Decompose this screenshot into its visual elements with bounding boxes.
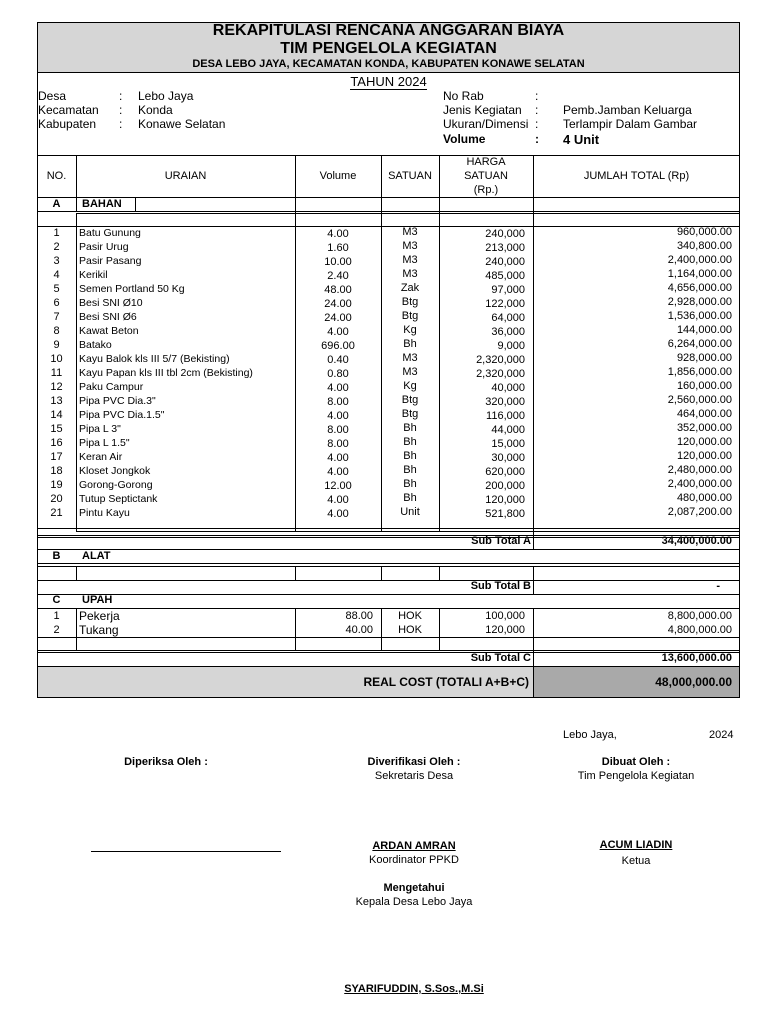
- row-name: Pintu Kayu: [79, 507, 130, 519]
- row-name: Tukang: [79, 623, 119, 637]
- grid-line: [533, 566, 534, 580]
- row-name: Besi SNI Ø10: [79, 297, 143, 309]
- row-unit: Bh: [403, 450, 417, 462]
- row-volume: 4.00: [327, 494, 349, 506]
- row-name: Tutup Septictank: [79, 493, 158, 505]
- row-name: Pipa L 3": [79, 423, 121, 435]
- signature-line: [91, 851, 281, 852]
- grid-line: [37, 637, 740, 638]
- info-left-sep: :: [119, 103, 123, 117]
- row-price: 213,000: [485, 242, 525, 254]
- grid-line: [37, 608, 740, 609]
- row-price: 120,000: [485, 494, 525, 506]
- made-by-role: Tim Pengelola Kegiatan: [577, 770, 695, 782]
- info-right-sep: :: [535, 117, 539, 131]
- section-name: UPAH: [82, 594, 113, 606]
- verified-by-label: Diverifikasi Oleh :: [367, 756, 461, 768]
- header-satuan: SATUAN: [388, 170, 432, 182]
- row-volume: 4.00: [327, 228, 349, 240]
- header-jumlah: JUMLAH TOTAL (Rp): [583, 170, 690, 182]
- row-no: 1: [53, 610, 60, 622]
- row-price: 122,000: [485, 298, 525, 310]
- row-price: 64,000: [491, 312, 525, 324]
- row-no: 9: [53, 339, 60, 351]
- row-total: 2,087,200.00: [667, 506, 732, 518]
- row-price: 15,000: [491, 438, 525, 450]
- row-unit: HOK: [398, 610, 422, 622]
- row-no: 14: [50, 409, 63, 421]
- section-code: A: [52, 198, 61, 210]
- subtotal-a-label: Sub Total A: [471, 535, 531, 547]
- row-no: 21: [50, 507, 63, 519]
- row-name: Pasir Pasang: [79, 255, 142, 267]
- row-volume: 0.80: [327, 368, 349, 380]
- grid-line: [439, 566, 440, 580]
- row-total: 2,560,000.00: [667, 394, 732, 406]
- row-name: Gorong-Gorong: [79, 479, 153, 491]
- row-unit: Bh: [403, 464, 417, 476]
- maker-name: ACUM LIADIN: [599, 839, 673, 851]
- row-total: 6,264,000.00: [667, 338, 732, 350]
- row-volume: 2.40: [327, 270, 349, 282]
- row-volume: 4.00: [327, 452, 349, 464]
- maker-title: Ketua: [621, 855, 651, 867]
- row-no: 15: [50, 423, 63, 435]
- info-left-label: Kabupaten: [38, 117, 97, 131]
- row-no: 1: [53, 227, 60, 239]
- row-price: 120,000: [485, 624, 525, 636]
- row-unit: Kg: [403, 380, 417, 392]
- section-name: ALAT: [82, 550, 111, 562]
- row-name: Pasir Urug: [79, 241, 129, 253]
- grid-line: [533, 213, 534, 226]
- row-unit: Btg: [401, 408, 419, 420]
- checked-by-label: Diperiksa Oleh :: [124, 756, 208, 768]
- info-left-label: Desa: [38, 89, 67, 103]
- acknowledged-role: Kepala Desa Lebo Jaya: [355, 896, 473, 908]
- row-no: 6: [53, 297, 60, 309]
- row-name: Kloset Jongkok: [79, 465, 151, 477]
- grid-line: [37, 650, 740, 651]
- doc-title: REKAPITULASI RENCANA ANGGARAN BIAYA: [212, 22, 565, 39]
- made-by-label: Dibuat Oleh :: [601, 756, 671, 768]
- row-no: 11: [50, 367, 63, 379]
- sign-year: 2024: [709, 729, 734, 741]
- row-name: Kayu Balok kls III 5/7 (Bekisting): [79, 353, 230, 365]
- row-price: 116,000: [486, 410, 525, 422]
- row-price: 240,000: [485, 256, 525, 268]
- row-no: 19: [50, 479, 63, 491]
- grid-line: [37, 197, 740, 198]
- row-name: Pipa PVC Dia.3": [79, 395, 156, 407]
- row-price: 40,000: [491, 382, 525, 394]
- row-name: Keran Air: [79, 451, 123, 463]
- row-name: Batako: [79, 339, 112, 351]
- row-no: 18: [50, 465, 63, 477]
- grid-line: [76, 608, 77, 650]
- row-price: 2,320,000: [476, 368, 525, 380]
- row-name: Pipa L 1.5": [79, 437, 130, 449]
- row-no: 20: [50, 493, 63, 505]
- verifier-title: Koordinator PPKD: [369, 854, 459, 866]
- info-right-label: Jenis Kegiatan: [443, 103, 522, 117]
- row-name: Kawat Beton: [79, 325, 139, 337]
- sign-place: Lebo Jaya,: [563, 729, 617, 741]
- grid-line: [135, 197, 136, 211]
- row-volume: 1.60: [327, 242, 349, 254]
- subtotal-a-value: 34,400,000.00: [661, 535, 732, 547]
- row-name: Batu Gunung: [79, 227, 141, 239]
- row-total: 160,000.00: [676, 380, 732, 392]
- row-name: Paku Campur: [79, 381, 144, 393]
- header-volume: Volume: [319, 170, 357, 182]
- row-name: Kerikil: [79, 269, 108, 281]
- info-right-label: Volume: [443, 132, 486, 146]
- row-unit: Btg: [401, 310, 419, 322]
- head-name: SYARIFUDDIN, S.Sos.,M.Si: [344, 983, 484, 995]
- row-total: 960,000.00: [676, 226, 732, 238]
- row-volume: 48.00: [324, 284, 352, 296]
- grid-line: [37, 549, 740, 550]
- row-unit: Zak: [400, 282, 420, 294]
- header-harga: HARGA: [466, 156, 506, 168]
- row-volume: 8.00: [327, 438, 349, 450]
- row-unit: M3: [402, 254, 418, 266]
- real-cost-value: 48,000,000.00: [655, 675, 732, 689]
- row-name: Besi SNI Ø6: [79, 311, 137, 323]
- row-no: 5: [53, 283, 60, 295]
- subtotal-c-value: 13,600,000.00: [661, 652, 732, 664]
- doc-location: DESA LEBO JAYA, KECAMATAN KONDA, KABUPATEN KONAWE SELATAN: [192, 58, 585, 70]
- row-price: 240,000: [485, 228, 525, 240]
- row-name: Kayu Papan kls III tbl 2cm (Bekisting): [79, 367, 253, 379]
- grid-line: [76, 197, 77, 211]
- grid-line: [381, 566, 382, 580]
- doc-subtitle: TIM PENGELOLA KEGIATAN: [280, 40, 497, 57]
- row-unit: M3: [402, 240, 418, 252]
- row-name: Semen Portland 50 Kg: [79, 283, 185, 295]
- row-total: 2,400,000.00: [667, 254, 732, 266]
- row-no: 7: [53, 311, 60, 323]
- grid-line: [295, 197, 296, 213]
- row-price: 44,000: [491, 424, 525, 436]
- row-unit: M3: [402, 352, 418, 364]
- row-total: 4,800,000.00: [667, 624, 732, 636]
- grid-line: [76, 213, 77, 226]
- grid-line: [295, 213, 296, 226]
- row-no: 4: [53, 269, 60, 281]
- grid-line: [439, 213, 440, 226]
- row-volume: 0.40: [327, 354, 349, 366]
- grid-line: [37, 566, 740, 567]
- year-text: TAHUN 2024: [350, 74, 427, 89]
- row-price: 2,320,000: [476, 354, 525, 366]
- row-volume: 4.00: [327, 508, 349, 520]
- row-total: 340,800.00: [676, 240, 732, 252]
- grid-line: [37, 155, 740, 156]
- verified-by-role: Sekretaris Desa: [374, 770, 454, 782]
- row-name: Pekerja: [79, 609, 120, 623]
- row-price: 320,000: [485, 396, 525, 408]
- row-price: 30,000: [491, 452, 525, 464]
- info-right-value: Pemb.Jamban Keluarga: [563, 103, 692, 117]
- row-unit: Bh: [403, 492, 417, 504]
- header-harga: SATUAN: [464, 170, 508, 182]
- row-unit: Btg: [401, 394, 419, 406]
- row-no: 2: [53, 241, 60, 253]
- row-price: 485,000: [485, 270, 525, 282]
- real-cost-label: REAL COST (TOTALI A+B+C): [363, 675, 529, 689]
- row-volume: 8.00: [327, 424, 349, 436]
- row-price: 97,000: [491, 284, 525, 296]
- info-right-value: 4 Unit: [563, 132, 600, 147]
- row-no: 2: [53, 624, 60, 636]
- row-no: 3: [53, 255, 60, 267]
- info-right-sep: :: [535, 103, 539, 117]
- row-volume: 696.00: [321, 340, 355, 352]
- row-unit: Btg: [401, 296, 419, 308]
- row-volume: 8.00: [327, 396, 349, 408]
- section-code: C: [52, 594, 61, 606]
- row-total: 120,000.00: [676, 436, 732, 448]
- row-total: 928,000.00: [676, 352, 732, 364]
- row-volume: 10.00: [324, 256, 352, 268]
- grid-line: [76, 213, 740, 214]
- row-price: 521,800: [485, 508, 525, 520]
- row-unit: Bh: [403, 422, 417, 434]
- row-price: 200,000: [485, 480, 525, 492]
- row-volume: 88.00: [345, 610, 373, 622]
- grid-line: [533, 197, 534, 213]
- header-harga: (Rp.): [473, 184, 499, 196]
- subtotal-b-label: Sub Total B: [470, 580, 531, 592]
- row-unit: HOK: [398, 624, 422, 636]
- info-right-label: No Rab: [443, 89, 484, 103]
- row-total: 2,928,000.00: [667, 296, 732, 308]
- verifier-name: ARDAN AMRAN: [372, 840, 456, 852]
- grid-line: [295, 566, 296, 580]
- row-unit: Unit: [400, 506, 420, 518]
- row-total: 8,800,000.00: [667, 610, 732, 622]
- section-name: BAHAN: [82, 198, 122, 210]
- grid-line: [37, 211, 740, 212]
- row-unit: Kg: [403, 324, 417, 336]
- info-left-value: Konawe Selatan: [138, 117, 226, 131]
- info-left-sep: :: [119, 89, 123, 103]
- row-unit: M3: [402, 366, 418, 378]
- subtotal-c-label: Sub Total C: [470, 652, 531, 664]
- row-no: 13: [50, 395, 63, 407]
- header-uraian: URAIAN: [164, 170, 207, 182]
- row-volume: 24.00: [324, 312, 352, 324]
- info-right-value: Terlampir Dalam Gambar: [563, 117, 698, 131]
- row-volume: 40.00: [345, 624, 373, 636]
- grid-line: [381, 213, 382, 226]
- row-total: 464,000.00: [676, 408, 732, 420]
- info-right-sep: :: [535, 89, 539, 103]
- row-unit: M3: [402, 268, 418, 280]
- grid-line: [76, 226, 77, 531]
- grid-line: [439, 197, 440, 213]
- row-price: 100,000: [485, 610, 525, 622]
- row-total: 4,656,000.00: [667, 282, 732, 294]
- row-unit: Bh: [403, 338, 417, 350]
- row-total: 1,536,000.00: [667, 310, 732, 322]
- row-total: 2,400,000.00: [667, 478, 732, 490]
- row-total: 120,000.00: [676, 450, 732, 462]
- row-total: 1,164,000.00: [667, 268, 732, 280]
- row-name: Pipa PVC Dia.1.5": [79, 409, 165, 421]
- info-right-sep: :: [535, 132, 539, 146]
- grid-line: [37, 528, 740, 529]
- info-left-sep: :: [119, 117, 123, 131]
- row-no: 12: [50, 381, 63, 393]
- row-price: 620,000: [485, 466, 525, 478]
- row-price: 9,000: [497, 340, 525, 352]
- info-left-value: Lebo Jaya: [138, 89, 194, 103]
- grid-line: [381, 197, 382, 213]
- row-volume: 24.00: [324, 298, 352, 310]
- grid-line: [76, 531, 740, 532]
- row-unit: Bh: [403, 436, 417, 448]
- row-price: 36,000: [491, 326, 525, 338]
- row-unit: M3: [402, 226, 418, 238]
- grid-line: [37, 594, 740, 595]
- row-no: 17: [50, 451, 63, 463]
- row-volume: 4.00: [327, 382, 349, 394]
- subtotal-b-value: -: [716, 580, 720, 592]
- row-volume: 12.00: [324, 480, 352, 492]
- row-total: 1,856,000.00: [667, 366, 732, 378]
- acknowledged-label: Mengetahui: [383, 882, 445, 894]
- row-total: 2,480,000.00: [667, 464, 732, 476]
- row-volume: 4.00: [327, 410, 349, 422]
- info-right-label: Ukuran/Dimensi: [443, 117, 529, 131]
- grid-line: [37, 563, 740, 564]
- row-no: 8: [53, 325, 60, 337]
- row-no: 10: [50, 353, 63, 365]
- section-code: B: [52, 550, 61, 562]
- header-no: NO.: [46, 170, 67, 182]
- row-volume: 4.00: [327, 466, 349, 478]
- row-total: 144,000.00: [676, 324, 732, 336]
- info-left-label: Kecamatan: [38, 103, 99, 117]
- row-no: 16: [50, 437, 63, 449]
- grid-line: [76, 566, 77, 580]
- row-volume: 4.00: [327, 326, 349, 338]
- row-total: 352,000.00: [676, 422, 732, 434]
- row-unit: Bh: [403, 478, 417, 490]
- info-left-value: Konda: [138, 103, 173, 117]
- row-total: 480,000.00: [676, 492, 732, 504]
